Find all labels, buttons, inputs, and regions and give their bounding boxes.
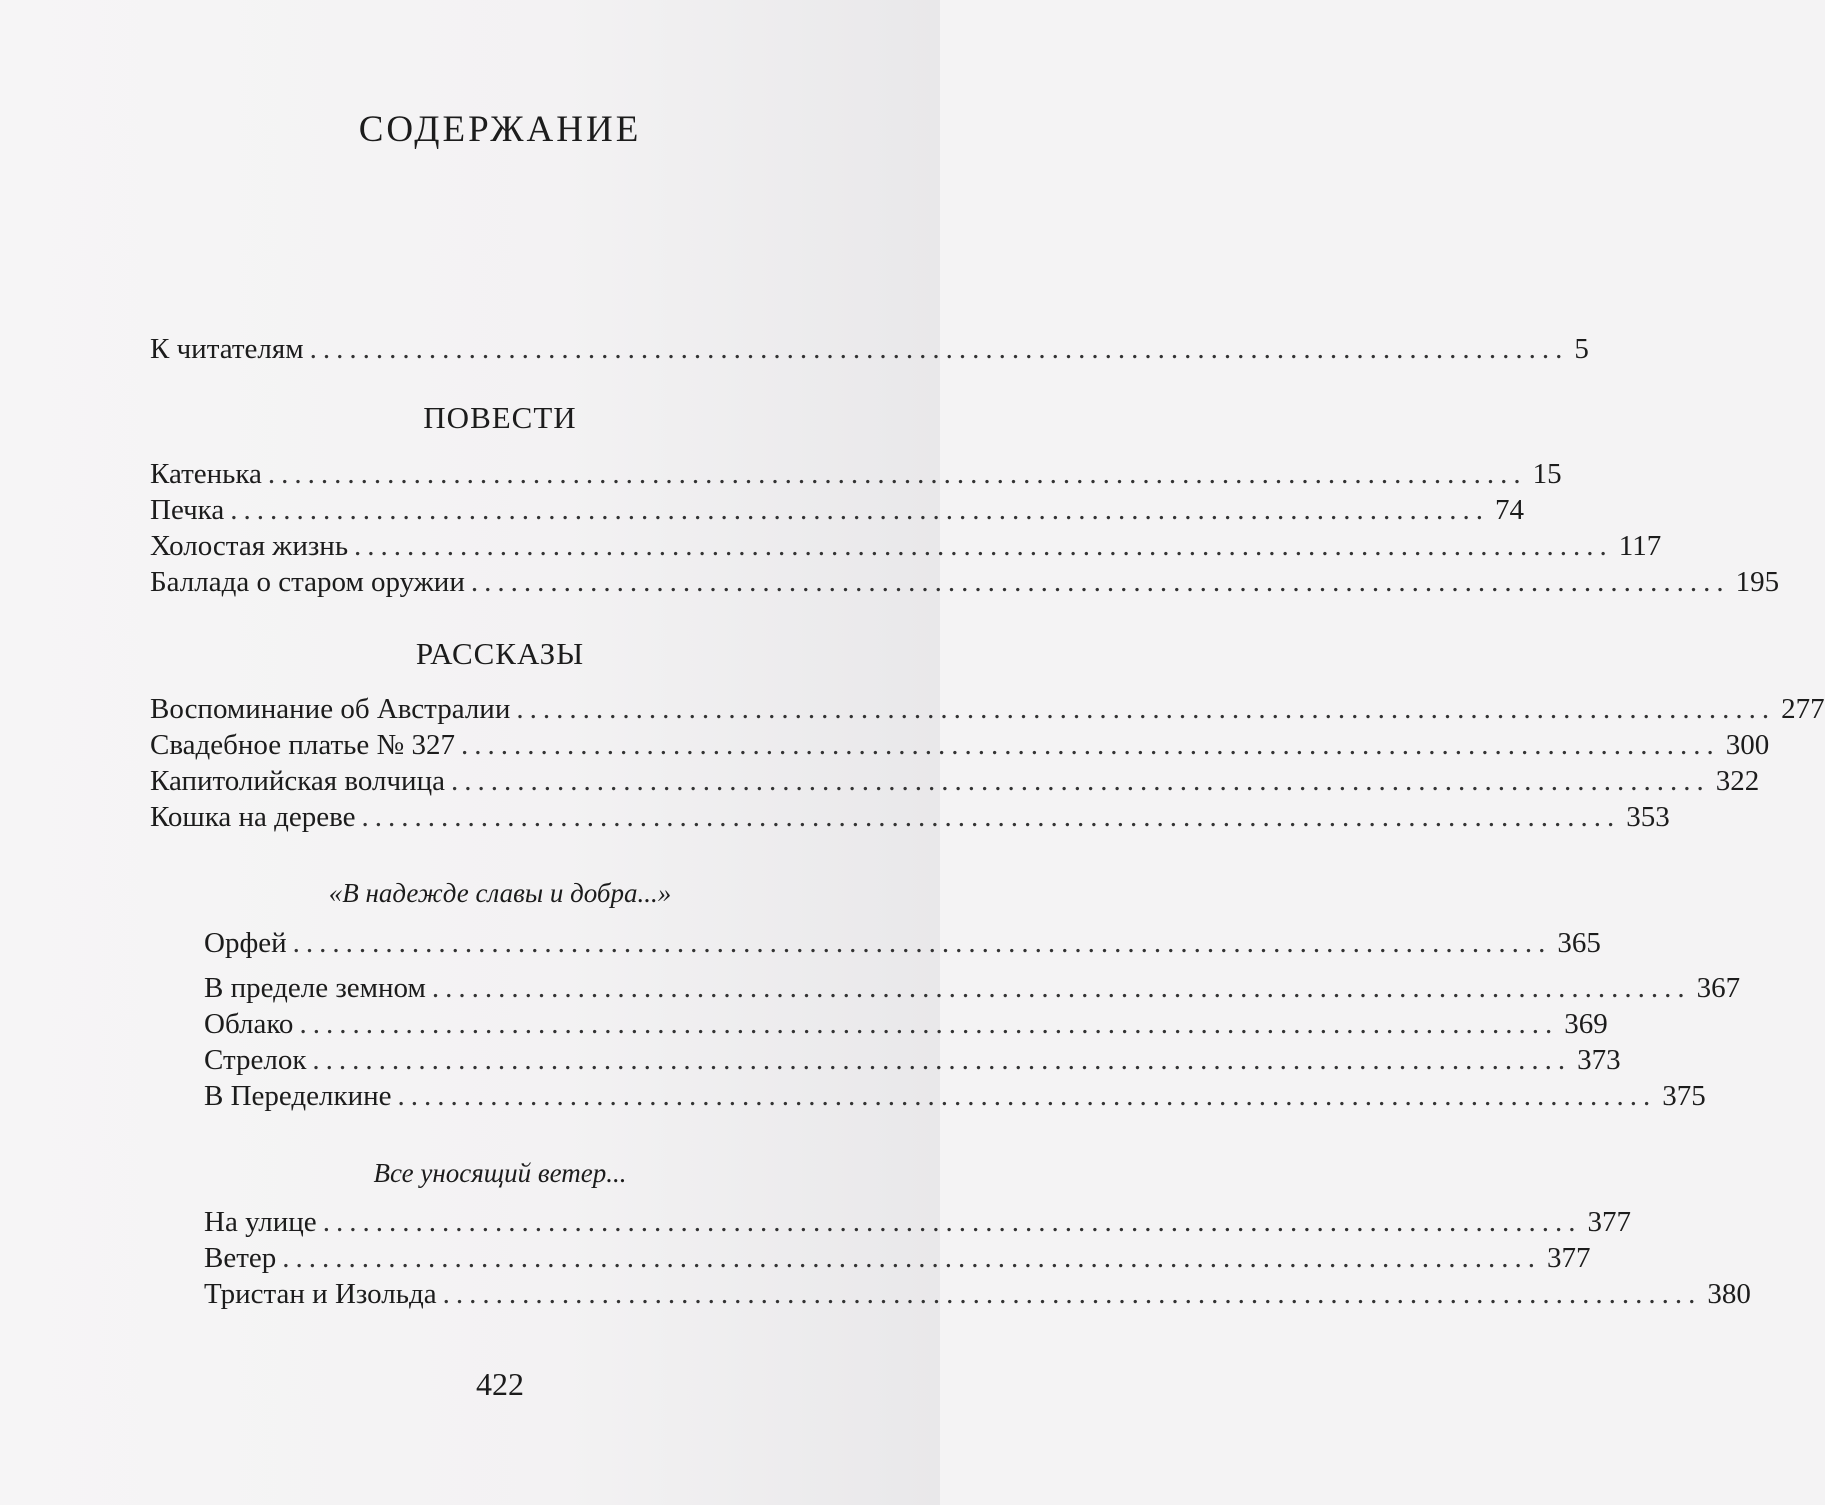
leader-dots: ...............................................................................................: [267, 458, 1527, 490]
toc-entry-label: Холостая жизнь: [150, 530, 349, 562]
toc-entry: [204, 1278, 1751, 1314]
toc-entry: [204, 972, 1741, 1008]
toc-entry-page: 74: [1494, 494, 1524, 526]
toc-entry-label: Облако: [204, 1008, 294, 1040]
leader-dots: ...............................................................................................: [361, 801, 1621, 833]
toc-entry-label: В Переделкине: [204, 1080, 392, 1112]
subsection-heading: «В надежде славы и добра...»: [328, 878, 672, 908]
leader-dots: ...............................................................................................: [292, 927, 1552, 959]
toc-entry-label: Баллада о старом оружии: [150, 566, 465, 598]
toc-entry-page: 15: [1532, 458, 1562, 490]
toc-entry-page: 377: [1587, 1206, 1631, 1238]
toc-entry-page: 369: [1564, 1008, 1608, 1040]
section-heading: ПОВЕСТИ: [423, 400, 577, 435]
leader-dots: ...............................................................................................: [299, 1008, 1559, 1040]
leader-dots: ...............................................................................................: [460, 729, 1720, 761]
toc-entry: [204, 1044, 1621, 1080]
toc-entry-page: 365: [1557, 927, 1601, 959]
leader-dots: ...............................................................................................: [470, 566, 1730, 598]
toc-entry: [150, 566, 1780, 602]
toc-entry-label: Катенька: [150, 458, 262, 490]
toc-entry-page: 5: [1574, 333, 1589, 365]
toc-entry-label: На улице: [204, 1206, 317, 1238]
toc-entry-page: 322: [1715, 765, 1760, 797]
toc-entry-label: Стрелок: [204, 1044, 307, 1076]
subsection-heading: Все уносящий ветер...: [373, 1158, 627, 1188]
toc-entry: [150, 693, 1825, 729]
toc-entry: [204, 927, 1601, 963]
leader-dots: ...............................................................................................: [282, 1242, 1542, 1274]
toc-entry: [150, 458, 1562, 494]
leader-dots: ...............................................................................................: [431, 972, 1691, 1004]
toc-entry-label: Тристан и Изольда: [204, 1278, 437, 1310]
toc-entry-page: 367: [1696, 972, 1741, 1004]
toc-entry-page: 373: [1577, 1044, 1621, 1076]
page-number: 422: [476, 1366, 524, 1402]
toc-entry: [150, 729, 1770, 765]
toc-entry: [204, 1206, 1631, 1242]
toc-entry: [204, 1080, 1706, 1116]
leader-dots: ...............................................................................................: [442, 1278, 1702, 1310]
toc-entry-label: Свадебное платье № 327: [150, 729, 455, 761]
toc-entry-label: Печка: [150, 494, 225, 526]
toc-entry: [150, 530, 1662, 566]
toc-entry-page: 195: [1735, 566, 1780, 598]
toc-entry: [150, 801, 1670, 837]
toc-entry-page: 377: [1547, 1242, 1591, 1274]
toc-entry-label: Капитолийская волчица: [150, 765, 445, 797]
leader-dots: ...............................................................................................: [322, 1206, 1582, 1238]
leader-dots: ...............................................................................................: [354, 530, 1613, 562]
leader-dots: ...............................................................................................: [230, 494, 1489, 526]
toc-entry-label: Орфей: [204, 927, 287, 959]
toc-entry-page: 375: [1662, 1080, 1706, 1112]
toc-entry: [150, 765, 1760, 801]
toc-entry-label: К читателям: [150, 333, 304, 365]
toc-entry: [204, 1242, 1591, 1278]
section-heading: РАССКАЗЫ: [415, 636, 585, 671]
leader-dots: ...............................................................................................: [312, 1044, 1572, 1076]
toc-entry-page: 117: [1618, 530, 1662, 562]
leader-dots: ...............................................................................................: [516, 693, 1776, 725]
leader-dots: ...............................................................................................: [397, 1080, 1657, 1112]
toc-entry-page: 300: [1725, 729, 1770, 761]
toc-entry: [150, 494, 1524, 530]
toc-entry-label: Кошка на дереве: [150, 801, 356, 833]
toc-entry: [150, 333, 1589, 369]
page-title: СОДЕРЖАНИЕ: [358, 109, 642, 150]
leader-dots: ...............................................................................................: [450, 765, 1710, 797]
toc-entry-label: Воспоминание об Австралии: [150, 693, 511, 725]
toc-entry-page: 353: [1626, 801, 1670, 833]
leader-dots: ...............................................................................................: [309, 333, 1569, 365]
toc-entry-page: 277: [1781, 693, 1825, 725]
toc-entry: [204, 1008, 1608, 1044]
toc-entry-label: Ветер: [204, 1242, 277, 1274]
toc-entry-page: 380: [1707, 1278, 1751, 1310]
toc-entry-label: В пределе земном: [204, 972, 426, 1004]
